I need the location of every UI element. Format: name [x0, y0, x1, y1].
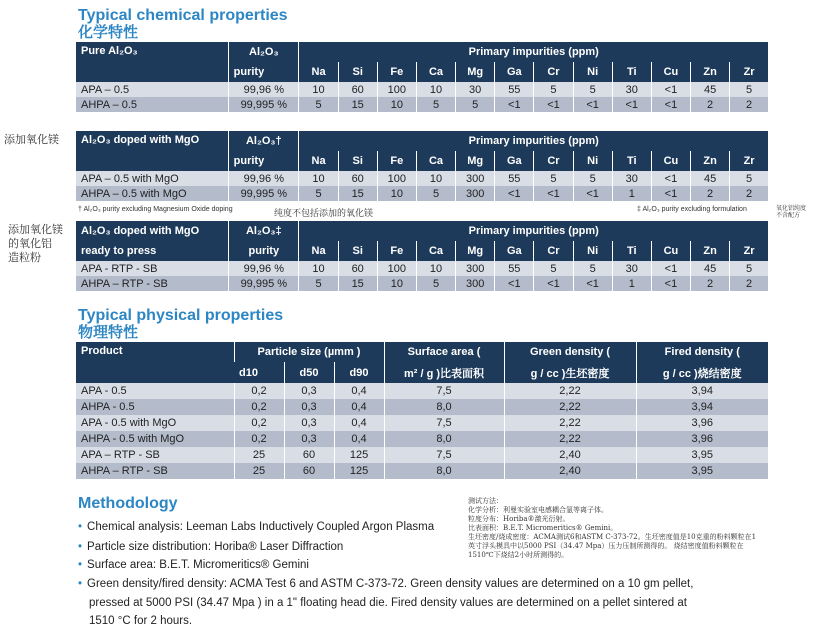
cell: 30 — [456, 82, 495, 97]
cell-name: AHPA – 0.5 with MgO — [76, 186, 229, 201]
cell: 5 — [730, 261, 768, 276]
cell: 15 — [338, 276, 377, 291]
method-cn-line: 1510℃下烧结2小时所测得的。 — [468, 551, 569, 559]
cell: 5 — [534, 261, 573, 276]
element-header: Ca — [416, 241, 455, 261]
cell: 1 — [612, 276, 651, 291]
table-header-purity: Al₂O₃ — [229, 42, 299, 62]
table-row — [76, 447, 768, 463]
element-header: Ga — [495, 241, 534, 261]
cell: 0,4 — [334, 383, 384, 399]
cell: 15 — [338, 186, 377, 201]
cell: 0,4 — [334, 399, 384, 415]
element-header: Na — [299, 62, 338, 82]
element-header: Ca — [416, 62, 455, 82]
cell: 3,95 — [636, 447, 768, 463]
element-header: Na — [299, 151, 338, 171]
cell: 3,96 — [636, 415, 768, 431]
cell: 30 — [612, 171, 651, 186]
element-header: Ga — [495, 151, 534, 171]
element-header: Na — [299, 241, 338, 261]
element-header: Ni — [573, 151, 612, 171]
table-row — [76, 399, 768, 415]
cell: 100 — [377, 261, 416, 276]
cell: 2,40 — [504, 463, 636, 479]
phys-title-cn: 物理特性 — [78, 323, 139, 341]
cell: <1 — [651, 276, 690, 291]
cell: <1 — [534, 276, 573, 291]
cell: 3,94 — [636, 383, 768, 399]
element-header: Cu — [651, 151, 690, 171]
table-row — [76, 415, 768, 431]
phys-title: Typical physical properties — [78, 307, 284, 324]
cell: 10 — [299, 82, 338, 97]
table-row — [76, 97, 768, 112]
phys-header-d10: d10 — [234, 362, 284, 383]
cell-purity: 99,96 % — [229, 171, 299, 186]
element-header: Cu — [651, 62, 690, 82]
element-header: Mg — [456, 62, 495, 82]
cell: 15 — [338, 97, 377, 112]
cell-name: APA - 0.5 with MgO — [76, 415, 234, 431]
cell: 3,94 — [636, 399, 768, 415]
element-header: Ga — [495, 62, 534, 82]
element-header: Fe — [377, 151, 416, 171]
cell: 0,2 — [234, 383, 284, 399]
footnote-cn-line: 氧化铝纯度 — [776, 205, 807, 212]
table-header-product: Pure Al₂O₃ — [76, 42, 229, 82]
footnote-formulation-cn — [776, 205, 806, 219]
footnote-mgo: † Al₂O₃ purity excluding Magnesium Oxide doping — [78, 206, 233, 213]
table-row — [76, 186, 768, 201]
cell: 2 — [730, 186, 768, 201]
cell: 5 — [456, 97, 495, 112]
element-header: Ti — [612, 241, 651, 261]
side-label-line: 添加氧化镁 — [8, 223, 63, 236]
cell: 2 — [730, 276, 768, 291]
element-header: Ti — [612, 151, 651, 171]
cell: 2 — [691, 276, 730, 291]
element-header: Zr — [730, 151, 768, 171]
table-row — [76, 276, 768, 291]
table-header-product: Al₂O₃ doped with MgO — [76, 131, 229, 171]
method-bullet-continuation: 1510 °C for 2 hours. — [89, 615, 193, 627]
cell: 0,3 — [284, 415, 334, 431]
method-bullet — [78, 578, 693, 590]
phys-header-fired-2: g / cc )烧结密度 — [636, 362, 768, 383]
cell: <1 — [573, 276, 612, 291]
cell: <1 — [573, 186, 612, 201]
phys-table — [76, 342, 768, 479]
table-header-impurities: Primary impurities (ppm) — [299, 221, 768, 241]
cell-name: AHPA - 0.5 with MgO — [76, 431, 234, 447]
element-header: Si — [338, 62, 377, 82]
table-header-purity-2: purity — [229, 62, 299, 82]
table-row — [76, 463, 768, 479]
side-label-line: 造粒粉 — [8, 251, 41, 264]
cell: 10 — [377, 186, 416, 201]
cell: 5 — [416, 186, 455, 201]
cell: 300 — [456, 171, 495, 186]
cell: 125 — [334, 447, 384, 463]
cell: 10 — [377, 276, 416, 291]
cell-purity: 99,995 % — [229, 97, 299, 112]
cell: 5 — [299, 276, 338, 291]
cell: 2,22 — [504, 383, 636, 399]
cell: 5 — [534, 171, 573, 186]
phys-header-d90: d90 — [334, 362, 384, 383]
method-cn-line: 英寸浮头模具中以5000 PSI（34.47 Mpa）压力压制所测得的。 烧结密度值粉料颗粒在 — [468, 542, 744, 550]
cell: <1 — [651, 186, 690, 201]
bullet-icon: • — [78, 541, 83, 553]
cell: <1 — [651, 261, 690, 276]
phys-header-particle: Particle size (µmm ) — [234, 342, 384, 362]
element-header: Zr — [730, 241, 768, 261]
element-header: Si — [338, 151, 377, 171]
cell: 10 — [377, 97, 416, 112]
cell: 2,22 — [504, 415, 636, 431]
cell-purity: 99,96 % — [229, 261, 299, 276]
cell: 100 — [377, 82, 416, 97]
cell: 8,0 — [384, 431, 504, 447]
cell: 60 — [338, 82, 377, 97]
element-header: Cr — [534, 62, 573, 82]
element-header: Zn — [691, 241, 730, 261]
bullet-icon: • — [78, 578, 83, 590]
cell: 5 — [573, 261, 612, 276]
cell: 2 — [691, 186, 730, 201]
cell-purity: 99,96 % — [229, 82, 299, 97]
cell-name: AHPA – RTP - SB — [76, 463, 234, 479]
cell: 30 — [612, 261, 651, 276]
side-label-granulated — [8, 223, 63, 265]
element-header: Ni — [573, 241, 612, 261]
cell: <1 — [612, 97, 651, 112]
cell-name: AHPA – 0.5 — [76, 97, 229, 112]
cell: 10 — [416, 82, 455, 97]
cell: 0,2 — [234, 415, 284, 431]
footnote-mgo-cn: 纯度不包括添加的氧化镁 — [274, 209, 374, 219]
chem-title-cn: 化学特性 — [78, 23, 139, 41]
method-cn-line: 粒度分布：Horiba®激光衍射。 — [468, 515, 570, 523]
side-label-line: 的氧化铝 — [8, 237, 52, 250]
cell: 45 — [691, 261, 730, 276]
cell: 2 — [730, 97, 768, 112]
method-cn-line: 化学分析：利曼实验室电感耦合氩等离子体。 — [468, 506, 608, 514]
phys-header-fired: Fired density ( — [636, 342, 768, 362]
cell: 60 — [284, 447, 334, 463]
cell: 0,2 — [234, 399, 284, 415]
cell: 25 — [234, 463, 284, 479]
cell-name: AHPA – RTP - SB — [76, 276, 229, 291]
cell: <1 — [495, 97, 534, 112]
cell-purity: 99,995 % — [229, 276, 299, 291]
cell: <1 — [651, 171, 690, 186]
cell-purity: 99,995 % — [229, 186, 299, 201]
cell: 300 — [456, 261, 495, 276]
cell: 5 — [416, 276, 455, 291]
cell: 0,3 — [284, 399, 334, 415]
cell: 0,4 — [334, 431, 384, 447]
cell: 8,0 — [384, 463, 504, 479]
method-bullet — [78, 541, 343, 553]
cell: 10 — [416, 171, 455, 186]
cell: 125 — [334, 463, 384, 479]
cell: 1 — [612, 186, 651, 201]
cell: 10 — [416, 261, 455, 276]
phys-header-product: Product — [76, 342, 234, 383]
cell: 2,22 — [504, 399, 636, 415]
method-cn-line: 测试方法： — [468, 497, 503, 505]
table-header-product: Al₂O₃ doped with MgO — [76, 221, 229, 241]
phys-header-d50: d50 — [284, 362, 334, 383]
cell: 10 — [299, 261, 338, 276]
table-row — [76, 82, 768, 97]
cell: 25 — [234, 447, 284, 463]
cell-name: APA - 0.5 — [76, 383, 234, 399]
chem-table-rtp — [76, 221, 768, 291]
chem-title: Typical chemical properties — [78, 7, 288, 24]
cell: 8,0 — [384, 399, 504, 415]
cell: 10 — [299, 171, 338, 186]
method-title: Methodology — [78, 495, 178, 512]
cell: 60 — [338, 261, 377, 276]
cell: <1 — [534, 97, 573, 112]
cell: 45 — [691, 171, 730, 186]
cell: 7,5 — [384, 383, 504, 399]
cell: 30 — [612, 82, 651, 97]
cell: 5 — [299, 186, 338, 201]
cell: 0,3 — [284, 383, 334, 399]
cell: 5 — [573, 82, 612, 97]
cell: <1 — [534, 186, 573, 201]
element-header: Cu — [651, 241, 690, 261]
element-header: Si — [338, 241, 377, 261]
method-bullet-text: Chemical analysis: Leeman Labs Inductively Coupled Argon Plasma — [87, 521, 435, 533]
cell: 0,3 — [284, 431, 334, 447]
bullet-icon: • — [78, 521, 83, 533]
table-row — [76, 171, 768, 186]
side-label-mgo: 添加氧化镁 — [4, 133, 59, 146]
footnote-cn-line: 不含配方 — [776, 212, 801, 219]
method-bullet-text: Surface area: B.E.T. Micromeritics® Gemini — [87, 559, 309, 571]
cell: 5 — [730, 171, 768, 186]
cell: <1 — [495, 186, 534, 201]
cell: 60 — [338, 171, 377, 186]
cell: 7,5 — [384, 447, 504, 463]
element-header: Ti — [612, 62, 651, 82]
cell: <1 — [651, 82, 690, 97]
cell-name: APA – 0.5 — [76, 82, 229, 97]
cell-name: APA – 0.5 with MgO — [76, 171, 229, 186]
chem-table-mgo — [76, 131, 768, 201]
cell: 45 — [691, 82, 730, 97]
cell: <1 — [651, 97, 690, 112]
element-header: Mg — [456, 241, 495, 261]
element-header: Mg — [456, 151, 495, 171]
element-header: Ca — [416, 151, 455, 171]
cell: 2,22 — [504, 431, 636, 447]
cell: 60 — [284, 463, 334, 479]
method-cn-line: 比表面积：B.E.T. Micromeritics® Gemini。 — [468, 524, 618, 532]
cell: 3,96 — [636, 431, 768, 447]
method-bullet-text: Particle size distribution: Horiba® Laser Diffraction — [87, 541, 344, 553]
table-header-impurities: Primary impurities (ppm) — [299, 42, 768, 62]
cell: 5 — [534, 82, 573, 97]
cell-name: AHPA - 0.5 — [76, 399, 234, 415]
cell: <1 — [573, 97, 612, 112]
method-bullet-text: Green density/fired density: ACMA Test 6 and ASTM C-373-72. Green density values are determined on a 10 gm pellet, — [87, 578, 694, 590]
cell: 55 — [495, 261, 534, 276]
element-header: Fe — [377, 241, 416, 261]
phys-header-surface: Surface area ( — [384, 342, 504, 362]
table-header-purity-2: purity — [229, 241, 299, 261]
element-header: Fe — [377, 62, 416, 82]
table-row — [76, 383, 768, 399]
phys-header-surface-2: m² / g )比表面积 — [384, 362, 504, 383]
table-header-purity-2: purity — [229, 151, 299, 171]
bullet-icon: • — [78, 559, 83, 571]
method-bullet-continuation: pressed at 5000 PSI (34.47 Mpa ) in a 1" floating head die. Fired density values are determined on a pellet sintered at — [89, 597, 687, 609]
cell: 55 — [495, 82, 534, 97]
method-bullet — [78, 521, 434, 533]
element-header: Cr — [534, 151, 573, 171]
method-cn-notes — [468, 497, 756, 560]
phys-header-green-2: g / cc )生坯密度 — [504, 362, 636, 383]
cell: 5 — [299, 97, 338, 112]
cell: 5 — [730, 82, 768, 97]
cell: 0,4 — [334, 415, 384, 431]
element-header: Zn — [691, 62, 730, 82]
cell: 3,95 — [636, 463, 768, 479]
table-header-impurities: Primary impurities (ppm) — [299, 131, 768, 151]
element-header: Zn — [691, 151, 730, 171]
footnote-formulation: ‡ Al₂O₃ purity excluding formulation — [637, 206, 747, 213]
cell: 5 — [573, 171, 612, 186]
table-header-product-2: ready to press — [76, 241, 229, 261]
cell: 2 — [691, 97, 730, 112]
cell-name: APA - RTP - SB — [76, 261, 229, 276]
cell: 300 — [456, 186, 495, 201]
cell: 0,2 — [234, 431, 284, 447]
method-bullet — [78, 559, 309, 571]
cell: 100 — [377, 171, 416, 186]
element-header: Zr — [730, 62, 768, 82]
table-header-purity: Al₂O₃‡ — [229, 221, 299, 241]
table-row — [76, 431, 768, 447]
cell: 55 — [495, 171, 534, 186]
phys-header-green: Green density ( — [504, 342, 636, 362]
cell: 5 — [416, 97, 455, 112]
table-header-purity: Al₂O₃† — [229, 131, 299, 151]
cell: 7,5 — [384, 415, 504, 431]
element-header: Ni — [573, 62, 612, 82]
table-row — [76, 261, 768, 276]
cell: <1 — [495, 276, 534, 291]
cell-name: APA – RTP - SB — [76, 447, 234, 463]
chem-table-pure — [76, 42, 768, 112]
method-cn-line: 生坯密度/烧成密度：ACMA测试6和ASTM C-373-72。生坯密度值是10克重的粉料颗粒在1 — [468, 533, 757, 541]
cell: 300 — [456, 276, 495, 291]
cell: 2,40 — [504, 447, 636, 463]
element-header: Cr — [534, 241, 573, 261]
